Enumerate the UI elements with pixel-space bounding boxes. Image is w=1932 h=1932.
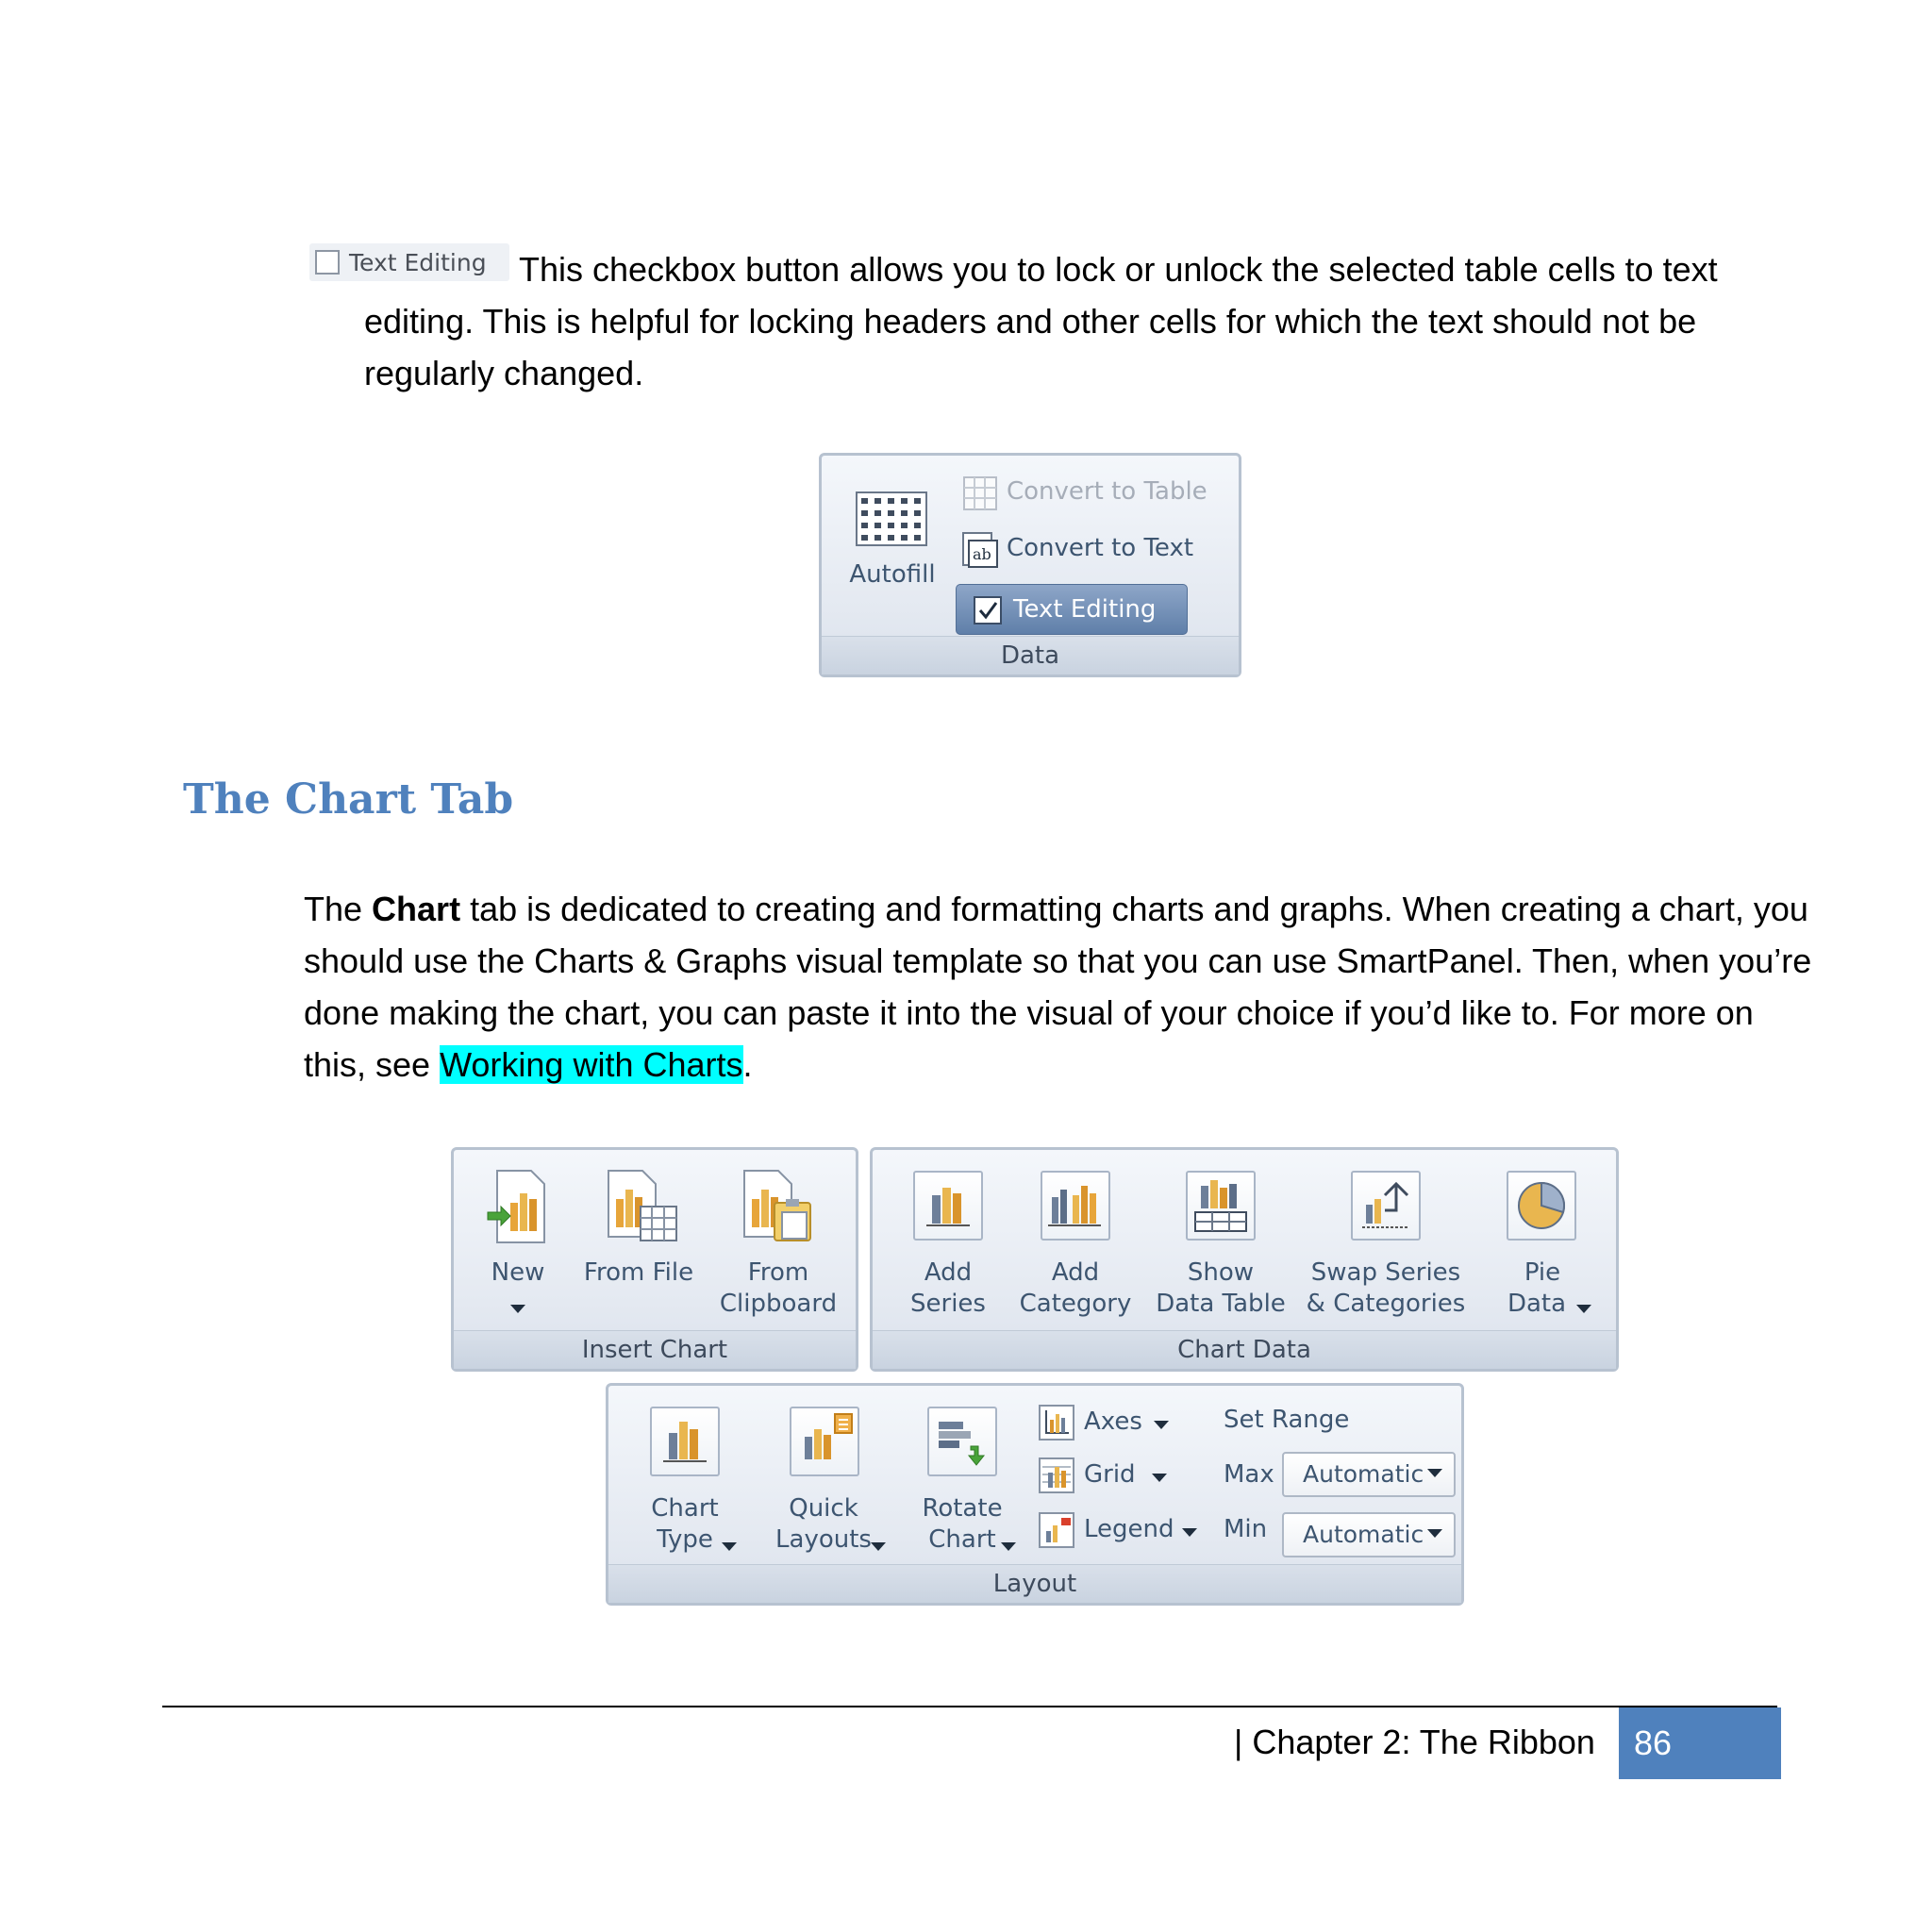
table-icon: [961, 475, 999, 512]
dropdown-arrow-icon: [1427, 1529, 1442, 1538]
insert-chart-panel: [451, 1147, 858, 1372]
checkbox-label: Text Editing: [349, 248, 487, 276]
legend-label: Legend: [1084, 1515, 1174, 1543]
axes-icon: [1039, 1405, 1074, 1441]
axes-button[interactable]: [1039, 1403, 1180, 1442]
grid-button[interactable]: [1039, 1456, 1180, 1495]
dropdown-arrow-icon: [1152, 1474, 1167, 1482]
dropdown-arrow-icon: [722, 1542, 737, 1551]
chart-label: Chart: [651, 1494, 719, 1523]
chapter-label: | Chapter 2: The Ribbon: [1234, 1723, 1595, 1761]
insert-chart-footer: Insert Chart: [454, 1330, 856, 1369]
text-editing-checkbox-image: [309, 243, 509, 281]
from-clipboard-button[interactable]: [714, 1169, 842, 1339]
text-editing-toggle[interactable]: [956, 584, 1188, 635]
from-file-button[interactable]: [580, 1169, 697, 1339]
chart-data-footer: Chart Data: [873, 1330, 1616, 1369]
layouts-label: Layouts: [775, 1525, 872, 1554]
legend-button[interactable]: [1039, 1510, 1208, 1550]
grid-icon: [1039, 1457, 1074, 1493]
show-label: Show: [1187, 1258, 1255, 1287]
rotate-label: Rotate: [922, 1494, 1003, 1523]
dropdown-arrow-icon: [1576, 1305, 1591, 1313]
dropdown-arrow-icon: [510, 1305, 525, 1313]
data-group-footer: Data: [822, 636, 1239, 675]
axes-label: Axes: [1084, 1407, 1142, 1436]
chart-label: Chart: [928, 1525, 996, 1554]
new-chart-button[interactable]: [478, 1169, 558, 1339]
data-group-panel: [819, 453, 1241, 677]
max-value: Automatic: [1303, 1460, 1424, 1488]
section-heading: The Chart Tab: [183, 775, 514, 824]
swap-series-categories-button[interactable]: [1303, 1169, 1469, 1339]
legend-icon: [1039, 1512, 1074, 1548]
from-clipboard-icon: [741, 1169, 816, 1244]
chart-data-panel: [870, 1147, 1619, 1372]
data-table-icon: [1188, 1173, 1254, 1239]
chart-tab-paragraph: [304, 883, 1813, 1091]
checkbox-checked-icon: [974, 596, 1002, 625]
autofill-button[interactable]: Autofill: [849, 560, 936, 589]
dropdown-arrow-icon: [1427, 1469, 1442, 1477]
intro-text-line1: This checkbox button allows you to lock or unlock the selected table cells to text: [519, 250, 1718, 289]
dropdown-arrow-icon: [1154, 1421, 1169, 1429]
max-label: Max: [1224, 1460, 1274, 1489]
data-label: Data: [1507, 1290, 1567, 1318]
quick-label: Quick: [789, 1494, 858, 1523]
new-label: New: [491, 1258, 545, 1287]
text-span: .: [742, 1045, 753, 1084]
layout-footer: Layout: [608, 1564, 1461, 1603]
autofill-grid-icon: [856, 491, 927, 546]
category-label: Category: [1019, 1290, 1132, 1318]
clipboard-label: Clipboard: [719, 1290, 838, 1318]
quick-layouts-icon: [791, 1408, 858, 1474]
text-span: tab is dedicated to creating and formatting charts and graphs. When creating a chart, you should use the Charts & Graphs visual template so that you can use SmartPanel. Then, when you’re done making the chart, you can paste it into the visual of your choice if you’d like to. For more on this, see: [304, 890, 1812, 1084]
chart-type-icon: [652, 1408, 718, 1474]
rotate-chart-icon: [929, 1408, 995, 1474]
working-with-charts-link[interactable]: Working with Charts: [440, 1045, 743, 1084]
min-label: Min: [1224, 1515, 1268, 1543]
swap-series-label: Swap Series: [1310, 1258, 1461, 1287]
from-label: From: [747, 1258, 809, 1287]
new-chart-icon: [486, 1169, 548, 1244]
convert-text-icon: [961, 531, 999, 571]
pie-label: Pie: [1524, 1258, 1561, 1287]
from-file-icon: [605, 1169, 680, 1244]
intro-text-rest: editing. This is helpful for locking headers and other cells for which the text should not be regularly changed.: [364, 302, 1697, 392]
max-range-dropdown[interactable]: [1282, 1452, 1456, 1497]
footer-divider: [162, 1706, 1777, 1707]
dropdown-arrow-icon: [871, 1542, 886, 1551]
bar-chart-icon: [915, 1173, 981, 1239]
layout-panel: [606, 1383, 1464, 1606]
chart-type-button[interactable]: [627, 1405, 742, 1574]
dropdown-arrow-icon: [1001, 1542, 1016, 1551]
text-span: The: [304, 890, 373, 928]
min-range-dropdown[interactable]: [1282, 1512, 1456, 1557]
add-series-button[interactable]: [897, 1169, 999, 1339]
pie-data-button[interactable]: [1486, 1169, 1599, 1339]
add-category-button[interactable]: [1014, 1169, 1137, 1339]
dropdown-arrow-icon: [1182, 1528, 1197, 1537]
pie-chart-icon: [1508, 1173, 1574, 1239]
set-range-label: Set Range: [1224, 1406, 1350, 1434]
show-data-table-button[interactable]: [1152, 1169, 1290, 1339]
grid-label: Grid: [1084, 1460, 1136, 1489]
page-number: 86: [1619, 1707, 1781, 1779]
add-label: Add: [924, 1258, 973, 1287]
checkbox-icon: [315, 250, 340, 275]
swap-icon: [1353, 1173, 1419, 1239]
rotate-chart-button[interactable]: [901, 1405, 1024, 1574]
and-categories-label: & Categories: [1306, 1290, 1466, 1318]
add-label: Add: [1051, 1258, 1100, 1287]
convert-to-table-button[interactable]: Convert to Table: [1007, 477, 1208, 506]
min-value: Automatic: [1303, 1521, 1424, 1548]
quick-layouts-button[interactable]: [758, 1405, 890, 1574]
text-editing-label: Text Editing: [1013, 595, 1157, 624]
bold-chart-word: Chart: [372, 890, 461, 928]
data-table-label: Data Table: [1156, 1290, 1286, 1318]
from-file-label: From File: [583, 1258, 694, 1287]
series-label: Series: [910, 1290, 986, 1318]
grouped-bar-icon: [1042, 1173, 1108, 1239]
type-label: Type: [657, 1525, 713, 1554]
convert-to-text-button[interactable]: Convert to Text: [1007, 534, 1194, 562]
svg-text:ab: ab: [973, 545, 991, 563]
